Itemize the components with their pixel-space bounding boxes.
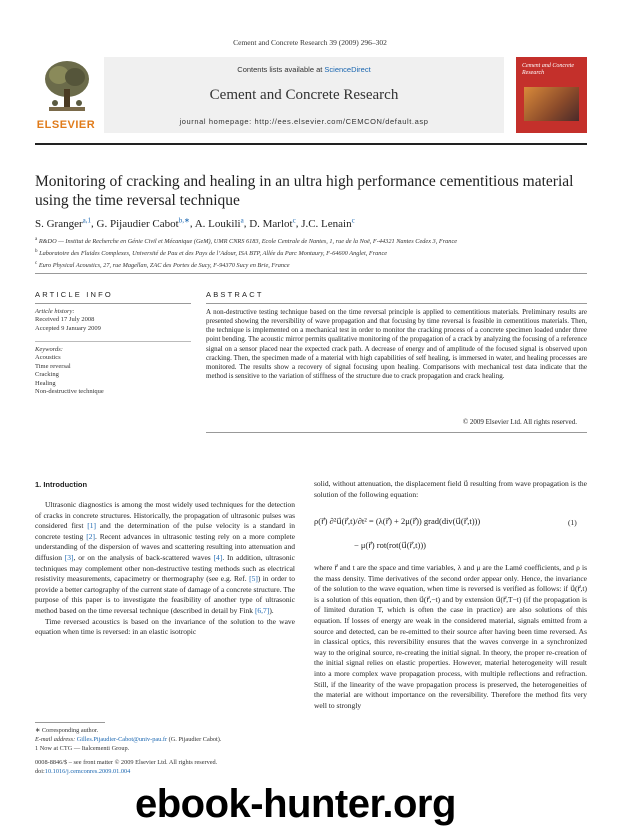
imprint (35, 758, 295, 776)
reference-link[interactable]: [1] (87, 521, 97, 531)
keyword: Non-destructive technique (35, 388, 104, 396)
affiliation: $^a$ R&DO — Institut de Recherche en Génie Civil et Mécanique (GeM), UMR CNRS 6183, Ecole Centrale de Nantes, 1, rue de la Noë, F-44321 Nantes Cedex 3, France (35, 237, 458, 246)
abstract-end-rule (206, 432, 587, 433)
article-info-rule (35, 303, 191, 304)
footnote: 1 Now at CTG — Italcementi Group. (35, 744, 130, 752)
reference-link[interactable]: [6,7] (254, 605, 270, 615)
paragraph: Time reversed acoustics is based on the invariance of the solution to the wave equation when time is reversed: in an elastic isotropic (35, 616, 295, 637)
elsevier-tree-icon (43, 59, 91, 115)
author[interactable]: A. Loukili$^a$ (194, 216, 244, 230)
watermark-text: ebook-hunter.org (135, 782, 456, 826)
corresponding-author-note: ∗ Corresponding author. (35, 727, 99, 734)
equation (314, 510, 587, 558)
copyright: © 2009 Elsevier Ltd. All rights reserved. (462, 418, 577, 426)
right-column (314, 563, 587, 711)
keywords-block (35, 346, 191, 396)
footnotes (35, 727, 295, 753)
email-note: E-mail address: Gilles.Pijaudier-Cabot@univ-pau.fr (G. Pijaudier Cabot). (35, 735, 222, 743)
paragraph: where r⃗ and t are the space and time variables, λ and μ are the Lamé coefficients, and ρ is the mass density. Time derivatives of the second order appear only. Hence, the invariance of the solution to the wave equation, when time is reversed is verified as follows: if u⃗(r⃗,t) is a solution of this equation, then u⃗(r⃗,−t) and by extension u⃗(r⃗,T−t) (if the propagation is of limited duration T, which is often the case in practice) are also solutions of this equation. If losses of energy are weak in the considered material, signals emitted from a source and detected, can be re-emitted to their source after having been time reversed. As in classical optics, this reversibility ensures that the waves converge in a synchronized way to the original source, re-creating the initial signal. In theory, the proper re-creation of the initial signal relies on elastic properties. However, material heterogeneity will result into a more complex wave propagation process, with multiple reflections and refraction. Still, if the linearity of the wave propagation process is preserved, the heterogeneities of the material are without importance on the reversibility. Therefore the method fits very well to strongly (314, 563, 587, 710)
elsevier-logo[interactable] (35, 57, 97, 133)
author[interactable]: D. Marlot$^c$ (249, 216, 296, 230)
author[interactable]: J.C. Lenain$^c$ (301, 216, 355, 230)
paragraph: Ultrasonic diagnostics is among the most widely used techniques for the detection of cracks in concrete structures. Historically, the propagation of ultrasonic pulses was considered first [1] and the determination of the pulse velocity is a standard in concrete testing [2]. Recent advances in ultrasonic testing rely on a more complete understanding of the dispersion of waves and scattering resulting into attenuation and diffusion [3], or on the analysis of back-scattered waves [4]. In addition, ultrasonic techniques may complement other non-destructive testing methods such as electrical resistivity measurements, capacimetry or thermography (see e.g. Ref. [5]) in order to provide a better cartography of the current state of damage of a concrete structure. The purpose of this paper is to investigate the feasibility of another type of ultrasonic method based on the time reversal technique (described in detail by Fink [6,7]). (35, 500, 296, 615)
history-label: Article history: (35, 308, 75, 315)
journal-homepage[interactable]: journal homepage: http://ees.elsevier.com/CEMCON/default.asp (179, 117, 429, 126)
equation-line: − μ(r⃗) rot(rot(u⃗(r⃗,t))) (354, 540, 426, 550)
journal-name: Cement and Concrete Research (209, 87, 399, 103)
abstract-heading: ABSTRACT (206, 290, 264, 299)
right-column-intro (314, 479, 587, 500)
keywords-rule (35, 341, 191, 342)
abstract-text: A non-destructive testing technique based on the time reversal principle is applied to cementitious materials. Preliminary results are presented showing the reversibility of wave propagation and that focusing by time reversal is feasible in cementitious materials. Then, the technique is implemented on a mechanical test in order to monitor the cracking process of a concrete specimen loaded under three point bending. The acoustic mirror permits qualitative monitoring of the propagation of a crack by analyzing the focusing of a reference signal on a sensor placed near the expected crack path. A decrease of energy and of amplitude of the focused signal is observed upon cracking. Then, the specimen made of a material with high capabilities of self healing, is immersed in water, and healing processes are monitored. The results show a recovery of signal focusing upon healing. Comparisons with mechanical test data indicate that the method is sensitive to the variation of stiffness of the structure due to crack propagation and crack healing. (206, 308, 587, 381)
keyword: Cracking (35, 371, 59, 379)
journal-citation: Cement and Concrete Research 39 (2009) 296–302 (233, 38, 387, 47)
section-divider (35, 273, 587, 274)
reference-link[interactable]: [2] (86, 531, 95, 541)
paragraph: solid, without attenuation, the displacement field u⃗ resulting from wave propagation is the solution of the following equation: (314, 479, 587, 499)
reference-link[interactable]: [4] (213, 552, 223, 562)
keyword: Healing (35, 379, 56, 387)
author[interactable]: S. Granger$^{a,1}$ (35, 216, 92, 230)
received-date: Received 17 July 2008 (35, 316, 95, 324)
contents-line (104, 65, 504, 74)
cover-title: Cement and Concrete Research (522, 63, 575, 76)
article-title: Monitoring of cracking and healing in an ultra high performance cementitious material using the time reversal technique (35, 173, 574, 209)
author[interactable]: G. Pijaudier Cabot$^{b,∗}$ (96, 216, 190, 230)
reference-link[interactable]: [5] (249, 574, 258, 584)
publisher-logo-text: ELSEVIER (36, 119, 96, 131)
keywords-label: Keywords: (35, 346, 63, 353)
footnote-rule (35, 722, 105, 723)
article-history (35, 308, 191, 333)
sciencedirect-link[interactable]: ScienceDirect (324, 65, 371, 74)
section-heading: 1. Introduction (35, 480, 88, 489)
cover-image (524, 87, 579, 121)
journal-cover[interactable] (516, 57, 587, 133)
affiliation: $^b$ Laboratoire des Fluides Complexes, Université de Pau et des Pays de l’Adour, ISA BTP, Allée du Parc Montaury, F-64600 Anglet, France (35, 249, 388, 258)
accepted-date: Accepted 9 January 2009 (35, 324, 101, 332)
equation-number: (1) (568, 518, 577, 527)
header-rule (35, 143, 587, 145)
keyword: Acoustics (35, 354, 61, 362)
keyword: Time reversal (35, 362, 71, 370)
email-link[interactable]: Gilles.Pijaudier-Cabot@univ-pau.fr (76, 735, 168, 743)
affiliation: $^c$ Euro Physical Acoustics, 27, rue Magellan, ZAC des Portes de Sucy, F-94370 Sucy en Brie, France (35, 261, 290, 270)
abstract-rule (206, 303, 587, 304)
contents-prefix: Contents lists available at (237, 65, 325, 74)
doi-link[interactable]: 10.1016/j.cemconres.2009.01.004 (44, 768, 131, 775)
article-info-heading: ARTICLE INFO (35, 290, 113, 299)
journal-header (104, 57, 504, 133)
affiliations (35, 235, 587, 271)
issn-line: 0008-8846/$ – see front matter © 2009 Elsevier Ltd. All rights reserved. (35, 759, 218, 766)
reference-link[interactable]: [3] (64, 552, 74, 562)
equation-line: ρ(r⃗) ∂²u⃗(r⃗,t)/∂t² = (λ(r⃗) + 2μ(r⃗)) grad(div(u⃗(r⃗,t))) (314, 516, 481, 526)
left-column (35, 500, 295, 638)
author-list: S. Granger$^{a,1}$, G. Pijaudier Cabot$^{b,∗}$, A. Loukili$^a$, D. Marlot$^c$, J.C. Lenain$^c$ (35, 216, 355, 230)
watermark (135, 782, 620, 827)
doi-line: doi:10.1016/j.cemconres.2009.01.004 (35, 768, 131, 775)
